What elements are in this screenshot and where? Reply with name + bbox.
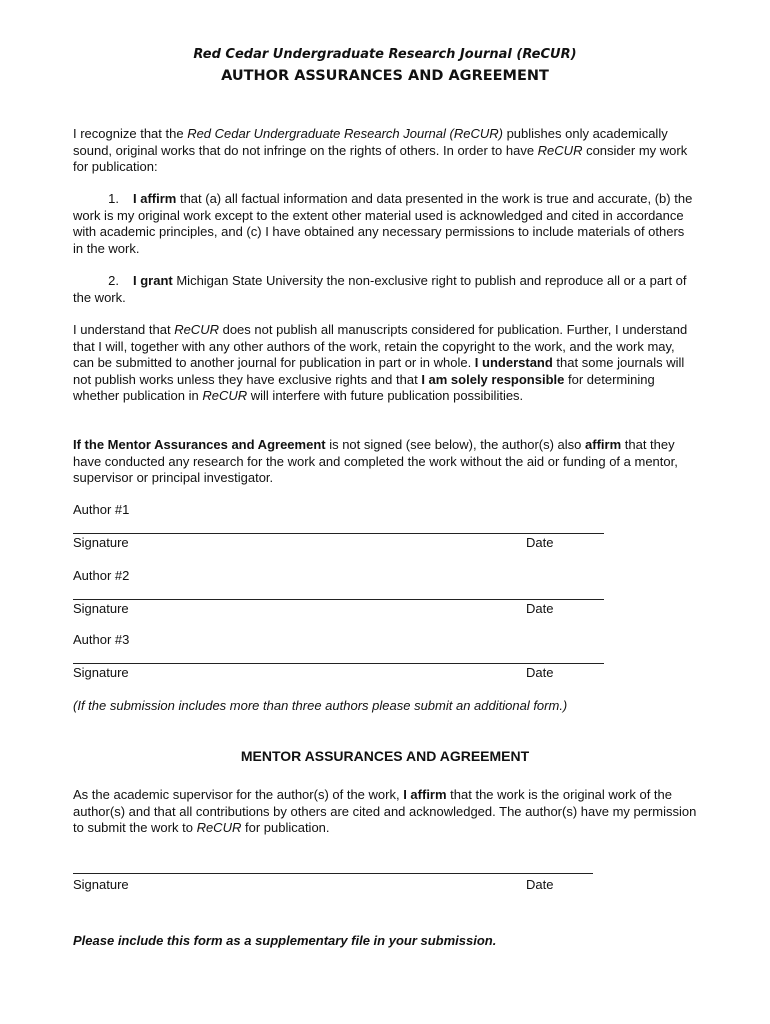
mentor-paragraph: As the academic supervisor for the author(s) of the work, I affirm that the work is the original work of the author(s) and that all contributions by others are cited and acknowledged. The author(s) have my permission to submit the work to ReCUR for publication. [73, 787, 697, 835]
mentor-section-title: MENTOR ASSURANCES AND AGREEMENT [240, 748, 530, 764]
mentor-note-paragraph: If the Mentor Assurances and Agreement is not signed (see below), the author(s) also affirm that they have conducted any research for the work and completed the work without the aid or funding of a mentor, supervisor or principal investigator. [73, 437, 678, 485]
signature-label: Signature [73, 601, 129, 616]
author-label: Author #2 [73, 568, 130, 583]
author-3-signature-block [73, 632, 608, 682]
additional-form-note: (If the submission includes more than three authors please submit an additional form.) [73, 698, 568, 713]
author-1-signature-block [73, 502, 608, 552]
signature-label: Signature [73, 665, 129, 680]
item-number: 1. [108, 191, 119, 206]
submission-instruction: Please include this form as a supplementary file in your submission. [73, 933, 497, 948]
date-label: Date [526, 535, 554, 550]
signature-label: Signature [73, 535, 129, 550]
signature-line[interactable] [73, 648, 604, 664]
item-number: 2. [108, 273, 119, 288]
understand-paragraph: I understand that ReCUR does not publish all manuscripts considered for publication. Further, I understand that I will, together with any other authors of the work, retain the copyright to the work, and the work may, can be submitted to another journal for publication in part or in whole. I understand that some journals will not publish works unless they have exclusive rights and that I am solely responsible for determining whether publication in ReCUR will interfere with future publication possibilities. [73, 322, 688, 403]
form-title: AUTHOR ASSURANCES AND AGREEMENT [221, 68, 549, 84]
journal-name: Red Cedar Undergraduate Research Journal (ReCUR) [193, 47, 577, 62]
affirm-item: 1. I affirm that (a) all factual information and data presented in the work is true and accurate, (b) the work is my original work except to the extent other material used is acknowledged and cited in accordance with academic principles, and (c) I have obtained any necessary permissions to include materials of others in the work. [73, 191, 693, 256]
signature-line[interactable] [73, 584, 604, 600]
date-label: Date [526, 665, 554, 680]
signature-line[interactable] [73, 860, 593, 874]
author-label: Author #1 [73, 502, 130, 517]
grant-item: 2. I grant Michigan State University the non-exclusive right to publish and reproduce all or a part of the work. [73, 273, 687, 305]
signature-line[interactable] [73, 518, 604, 534]
date-label: Date [526, 601, 554, 616]
author-2-signature-block [73, 568, 608, 618]
intro-paragraph: I recognize that the Red Cedar Undergraduate Research Journal (ReCUR) publishes only academically sound, original works that do not infringe on the rights of others. In order to have ReCUR consider my work for publication: [73, 126, 688, 174]
date-label: Date [526, 877, 554, 892]
mentor-signature-block [73, 860, 608, 900]
signature-label: Signature [73, 877, 129, 892]
author-label: Author #3 [73, 632, 130, 647]
